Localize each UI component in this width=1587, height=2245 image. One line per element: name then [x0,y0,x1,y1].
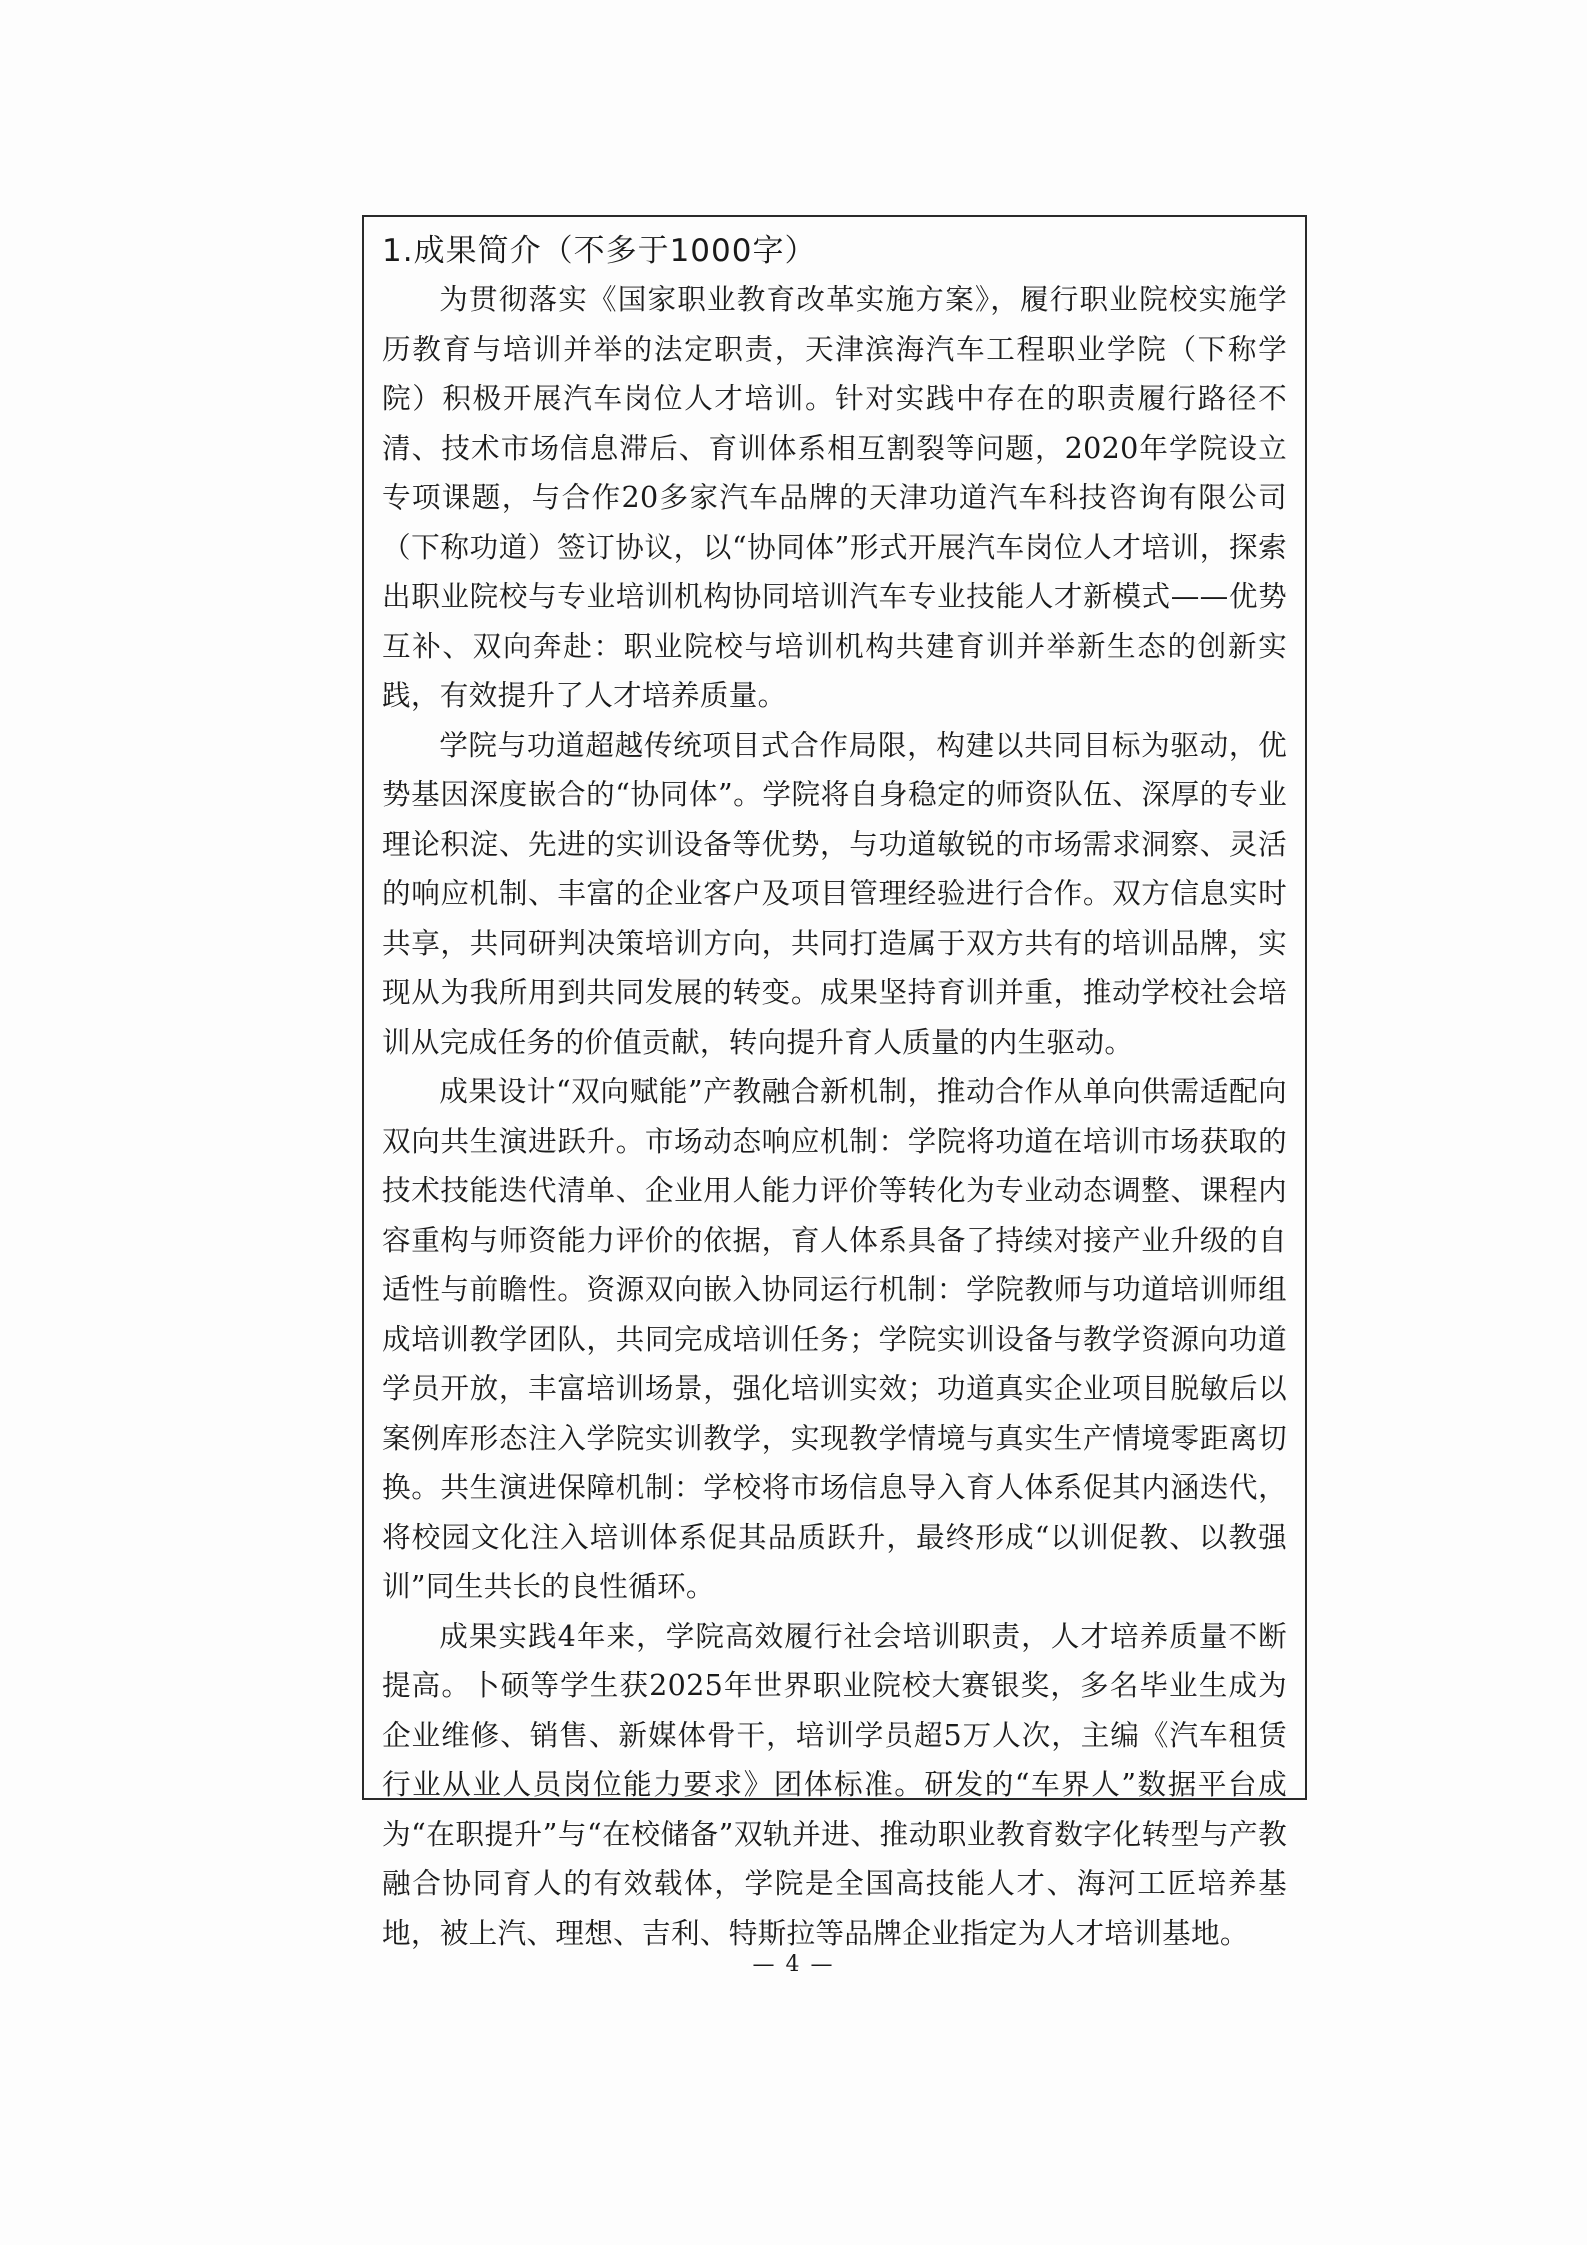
section-heading: 1.成果简介（不多于1000字） [382,233,817,269]
paragraph-mechanism: 成果设计“双向赋能”产教融合新机制，推动合作从单向供需适配向双向共生演进跃升。市场动态响应机制：学院将功道在培训市场获取的技术技能迭代清单、企业用人能力评价等转化为专业动态调整、课程内容重构与师资能力评价的依据，育人体系具备了持续对接产业升级的自适性与前瞻性。资源双向嵌入协同运行机制：学院教师与功道培训师组成培训教学团队，共同完成培训任务；学院实训设备与教学资源向功道学员开放，丰富培训场景，强化培训实效；功道真实企业项目脱敏后以案例库形态注入学院实训教学，实现教学情境与真实生产情境零距离切换。共生演进保障机制：学校将市场信息导入育人体系促其内涵迭代，将校园文化注入培训体系促其品质跃升，最终形成“以训促教、以教强训”同生共长的良性循环。 [382,1074,1287,1603]
page-number: — 4 — [752,1952,835,1977]
paragraph-collaboration: 学院与功道超越传统项目式合作局限，构建以共同目标为驱动，优势基因深度嵌合的“协同体”。学院将自身稳定的师资队伍、深厚的专业理论积淀、先进的实训设备等优势，与功道敏锐的市场需求洞察、灵活的响应机制、丰富的企业客户及项目管理经验进行合作。双方信息实时共享，共同研判决策培训方向，共同打造属于双方共有的培训品牌，实现从为我所用到共同发展的转变。成果坚持育训并重，推动学校社会培训从完成任务的价值贡献，转向提升育人质量的内生驱动。 [382,727,1287,1059]
content-frame [362,215,1307,1950]
paragraph-background: 为贯彻落实《国家职业教育改革实施方案》，履行职业院校实施学历教育与培训并举的法定职责，天津滨海汽车工程职业学院（下称学院）积极开展汽车岗位人才培训。针对实践中存在的职责履行路径不清、技术市场信息滞后、育训体系相互割裂等问题，2020年学院设立专项课题，与合作20多家汽车品牌的天津功道汽车科技咨询有限公司（下称功道）签订协议，以“协同体”形式开展汽车岗位人才培训，探索出职业院校与专业培训机构协同培训汽车专业技能人才新模式——优势互补、双向奔赴：职业院校与培训机构共建育训并举新生态的创新实践，有效提升了人才培养质量。 [382,282,1287,712]
paragraph-results: 成果实践4年来，学院高效履行社会培训职责，人才培养质量不断提高。卜硕等学生获2025年世界职业院校大赛银奖，多名毕业生成为企业维修、销售、新媒体骨干，培训学员超5万人次，主编《汽车租赁行业从业人员岗位能力要求》团体标准。研发的“车界人”数据平台成为“在职提升”与“在校储备”双轨并进、推动职业教育数字化转型与产教融合协同育人的有效载体，学院是全国高技能人才、海河工匠培养基地，被上汽、理想、吉利、特斯拉等品牌企业指定为人才培训基地。 [382,1618,1287,1950]
